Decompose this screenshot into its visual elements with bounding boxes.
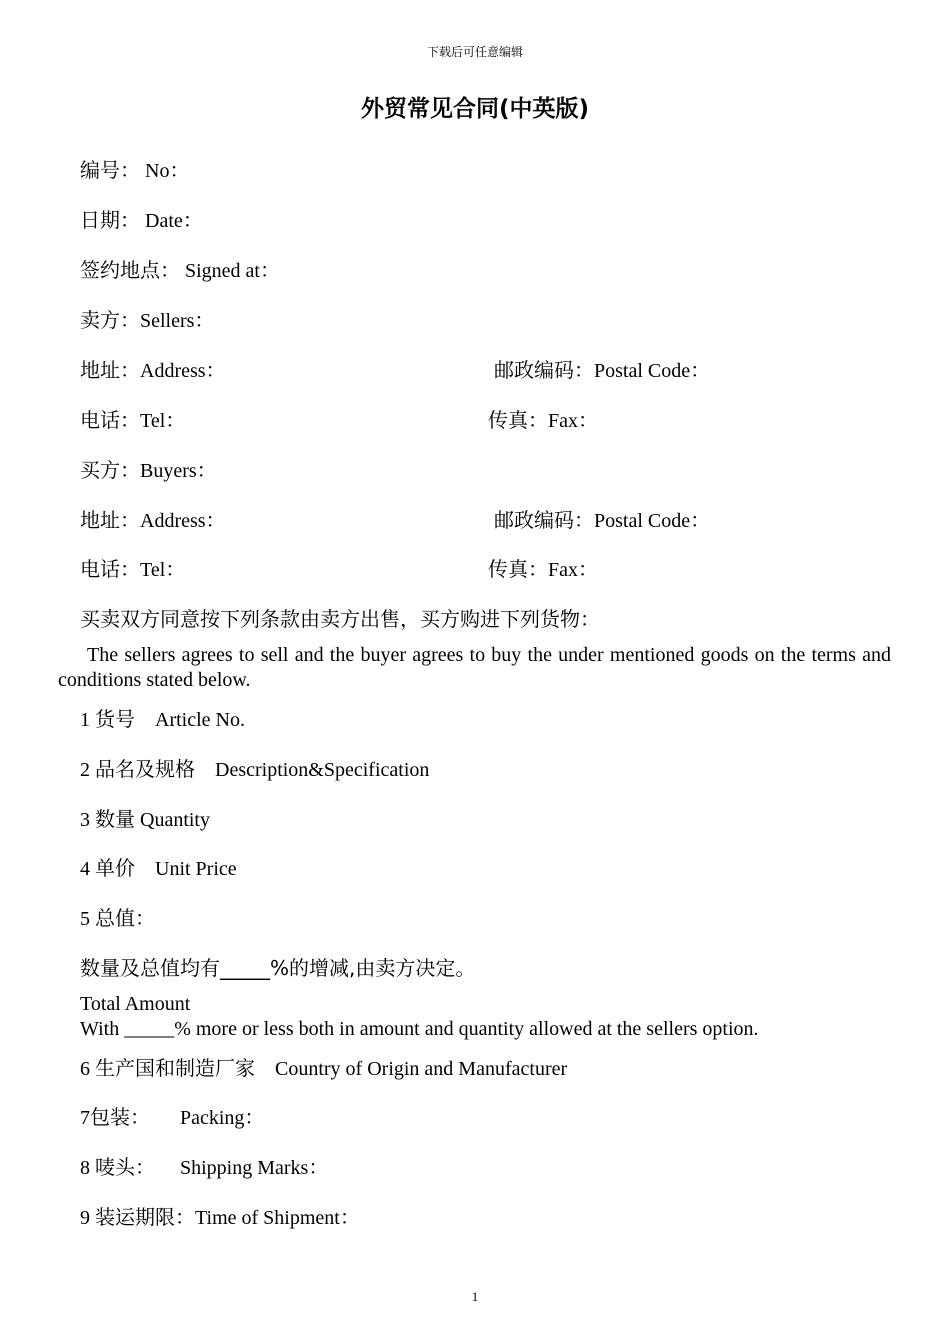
item-3 (80, 807, 210, 832)
page-header: 下载后可任意编辑 (426, 45, 523, 59)
field-buyer-postal (494, 508, 710, 533)
field-seller-en: Sellers： (140, 310, 215, 332)
field-buyer-postal-cn: 邮政编码： (494, 508, 594, 532)
field-date-en: Date： (145, 210, 203, 232)
field-no-cn: 编号： (80, 158, 140, 182)
item-1 (80, 707, 245, 732)
item-9-en: Time of Shipment： (195, 1207, 360, 1229)
item-6 (80, 1056, 567, 1081)
field-seller-tel-cn: 电话： (80, 408, 140, 432)
item-5 (80, 906, 155, 931)
field-seller-tel-en: Tel： (140, 410, 186, 432)
field-seller-tel (80, 408, 185, 433)
field-seller-fax-en: Fax： (548, 410, 598, 432)
field-seller-fax (488, 408, 598, 433)
item-2 (80, 757, 429, 782)
page-title: 外贸常见合同(中英版) (360, 96, 590, 122)
item-5-note-cn: 数量及总值均有_____%的增减,由卖方决定。 (80, 956, 476, 980)
item-3-en: Quantity (140, 809, 210, 831)
field-buyer-fax (488, 557, 598, 582)
field-seller-cn: 卖方： (80, 308, 140, 332)
item-2-en: Description&Specification (215, 759, 430, 781)
field-buyer (80, 458, 217, 483)
item-8-en: Shipping Marks： (180, 1157, 329, 1179)
item-9-num: 9 (80, 1207, 90, 1229)
item-5-en-tolerance: With _____% more or less both in amount and quantity allowed at the sellers option. (80, 1018, 759, 1040)
item-7-cn: 包装： (90, 1105, 150, 1129)
field-buyer-tel (80, 557, 185, 582)
item-6-cn: 生产国和制造厂家 (95, 1056, 255, 1080)
agreement-en: The sellers agrees to sell and the buyer agrees to buy the under mentioned goods on the terms and conditions stated below. (58, 644, 891, 691)
field-signed-at-cn: 签约地点： (80, 258, 180, 282)
item-9 (80, 1205, 360, 1230)
field-seller-address (80, 358, 226, 383)
field-buyer-cn: 买方： (80, 458, 140, 482)
field-seller-postal-cn: 邮政编码： (494, 358, 594, 382)
field-date-cn: 日期： (80, 208, 140, 232)
item-6-en: Country of Origin and Manufacturer (275, 1058, 568, 1080)
item-6-num: 6 (80, 1058, 90, 1080)
item-3-num: 3 (80, 809, 90, 831)
field-no-en: No： (145, 160, 190, 182)
item-8-num: 8 (80, 1157, 90, 1179)
item-2-num: 2 (80, 759, 90, 781)
item-3-cn: 数量 (95, 807, 135, 831)
field-buyer-address-en: Address： (140, 510, 226, 532)
field-buyer-tel-en: Tel： (140, 559, 186, 581)
field-buyer-en: Buyers： (140, 460, 217, 482)
item-1-cn: 货号 (95, 707, 135, 731)
field-seller (80, 308, 214, 333)
field-signed-at-en: Signed at： (185, 260, 280, 282)
item-7 (80, 1105, 264, 1130)
field-seller-address-cn: 地址： (80, 358, 140, 382)
field-buyer-postal-en: Postal Code： (594, 510, 711, 532)
field-buyer-fax-en: Fax： (548, 559, 598, 581)
field-buyer-fax-cn: 传真： (488, 557, 548, 581)
field-seller-postal-en: Postal Code： (594, 360, 711, 382)
item-8-cn: 唛头： (95, 1155, 155, 1179)
field-no (80, 158, 189, 183)
item-4-en: Unit Price (155, 858, 237, 880)
field-seller-postal (494, 358, 710, 383)
item-7-en: Packing： (180, 1107, 265, 1129)
item-1-num: 1 (80, 709, 90, 731)
field-buyer-address-cn: 地址： (80, 508, 140, 532)
field-signed-at (80, 258, 280, 283)
field-date (80, 208, 203, 233)
item-5-cn: 总值： (95, 906, 155, 930)
item-5-num: 5 (80, 908, 90, 930)
page-number: 1 (471, 1289, 479, 1304)
field-buyer-address (80, 508, 226, 533)
field-buyer-tel-cn: 电话： (80, 557, 140, 581)
item-4-num: 4 (80, 858, 90, 880)
item-7-num: 7 (80, 1107, 90, 1129)
item-1-en: Article No. (155, 709, 245, 731)
item-4 (80, 856, 237, 881)
agreement-cn: 买卖双方同意按下列条款由卖方出售，买方购进下列货物： (80, 607, 600, 631)
item-5-en-total: Total Amount (80, 993, 191, 1015)
item-4-cn: 单价 (95, 856, 135, 880)
item-9-cn: 装运期限： (95, 1205, 195, 1229)
item-2-cn: 品名及规格 (95, 757, 195, 781)
field-seller-address-en: Address： (140, 360, 226, 382)
item-8 (80, 1155, 328, 1180)
field-seller-fax-cn: 传真： (488, 408, 548, 432)
